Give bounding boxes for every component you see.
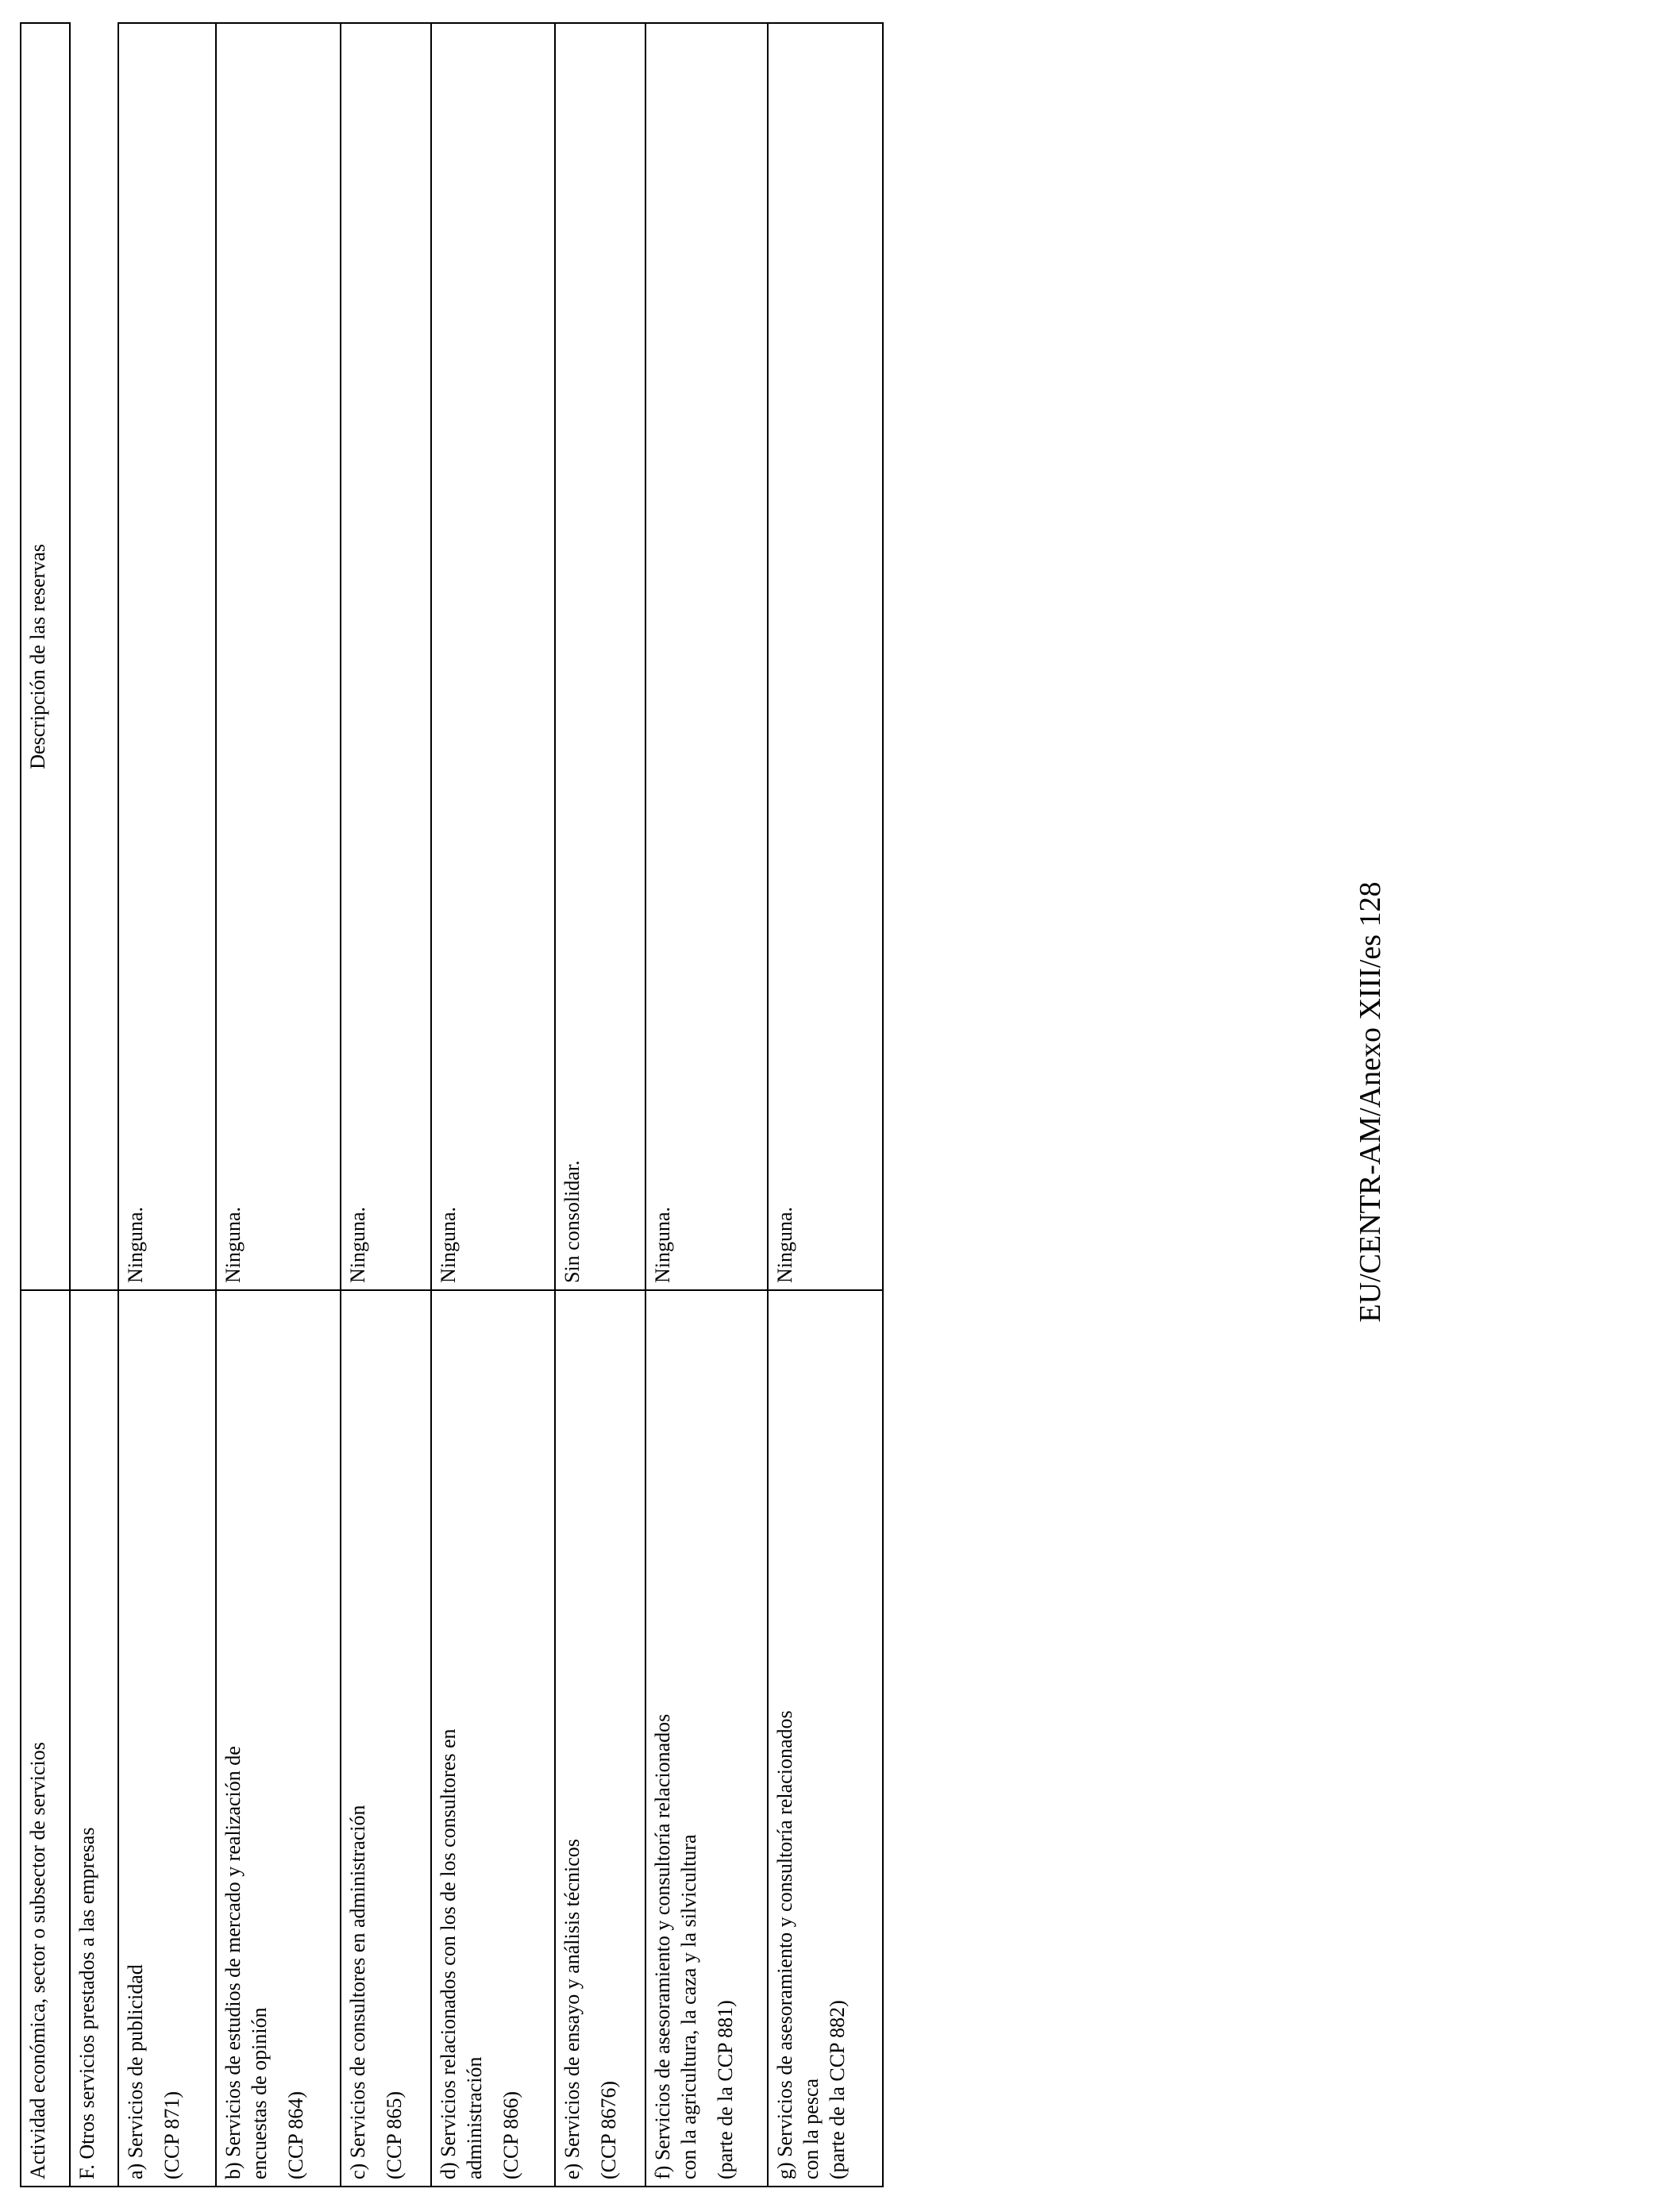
ccp-code: (CCP 8676)	[597, 2081, 620, 2179]
description-cell: Ninguna.	[768, 23, 883, 1290]
table-row	[645, 23, 768, 2187]
activity-line: administración	[463, 2056, 486, 2179]
activity-line: a) Servicios de publicidad	[124, 1964, 147, 2179]
activity-cell	[431, 1290, 555, 2187]
ccp-code: (CCP 871)	[160, 2091, 183, 2179]
activity-cell	[768, 1290, 883, 2187]
ccp-code: (CCP 864)	[284, 2091, 307, 2179]
table-row	[341, 23, 431, 2187]
description-cell: Ninguna.	[216, 23, 341, 1290]
activity-cell	[216, 1290, 341, 2187]
reservations-table	[20, 22, 884, 2187]
activity-cell	[118, 1290, 216, 2187]
table-row	[431, 23, 555, 2187]
description-cell: Sin consolidar.	[555, 23, 645, 1290]
activity-cell	[645, 1290, 768, 2187]
ccp-code: (CCP 866)	[499, 2091, 522, 2179]
ccp-code: (CCP 865)	[383, 2091, 406, 2179]
header-activity: Actividad económica, sector o subsector de servicios	[21, 1290, 70, 2187]
activity-line: encuestas de opinión	[248, 2007, 271, 2179]
description-cell: Ninguna.	[118, 23, 216, 1290]
section-row	[70, 23, 118, 2187]
table-row	[768, 23, 883, 2187]
ccp-code: (parte de la CCP 881)	[714, 2000, 737, 2179]
activity-line: con la pesca	[800, 2078, 823, 2179]
table-row	[555, 23, 645, 2187]
activity-line: con la agricultura, la caza y la silvicultura	[677, 1834, 700, 2179]
activity-line: e) Servicios de ensayo y análisis técnicos	[561, 1839, 584, 2179]
page-footer: EU/CENTR-AM/Anexo XIII/es 128	[1354, 881, 1387, 1323]
section-empty-cell	[70, 23, 118, 1290]
activity-line: b) Servicios de estudios de mercado y realización de	[222, 1746, 245, 2179]
activity-line: g) Servicios de asesoramiento y consultoría relacionados	[773, 1710, 796, 2179]
description-cell: Ninguna.	[341, 23, 431, 1290]
activity-line: f) Servicios de asesoramiento y consultoría relacionados	[651, 1713, 674, 2179]
description-cell: Ninguna.	[645, 23, 768, 1290]
description-cell: Ninguna.	[431, 23, 555, 1290]
activity-line: c) Servicios de consultores en administración	[346, 1805, 369, 2179]
activity-cell	[555, 1290, 645, 2187]
header-description: Descripción de las reservas	[21, 23, 70, 1290]
table-row	[216, 23, 341, 2187]
activity-cell	[341, 1290, 431, 2187]
activity-line: d) Servicios relacionados con los de los consultores en	[437, 1728, 460, 2179]
section-title: F. Otros servicios prestados a las empresas	[70, 1290, 118, 2187]
ccp-code: (parte de la CCP 882)	[826, 2000, 849, 2179]
table-row	[118, 23, 216, 2187]
table-header-row	[21, 23, 70, 2187]
